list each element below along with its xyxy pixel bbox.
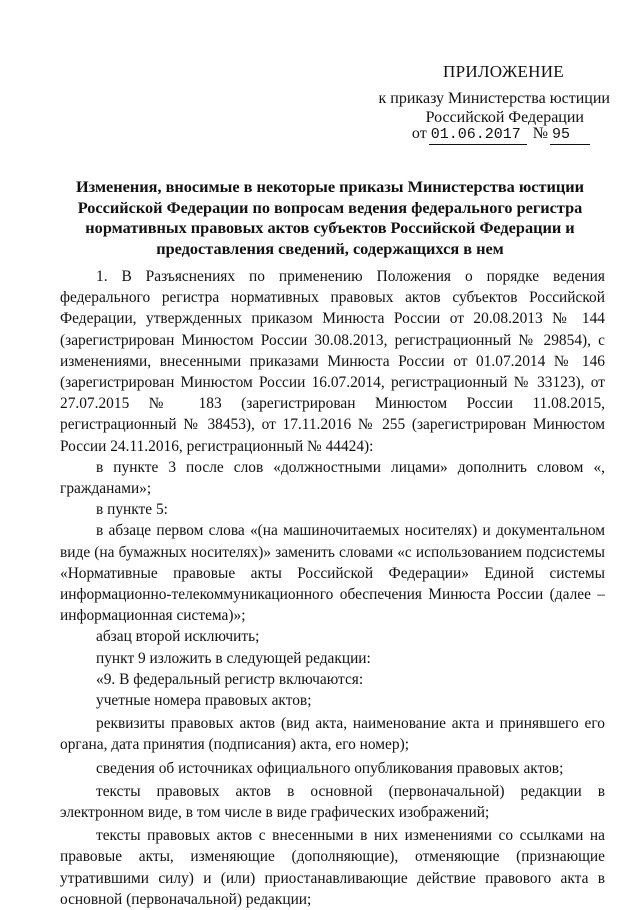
paragraph-1: 1. В Разъяснениях по применению Положения о порядке ведения федерального регистра нормативных правовых актов субъектов Российской Федерации, утвержденных приказом Минюста России от 20.08.2013 № 144 (зарегистрирован Минюстом России 30.08.2013, регистрационный № 29854), с изменениями, внесенными приказами Минюста России от 01.07.2014 № 146 (зарегистрирован Минюстом России 16.07.2014, регистрационный № 33123), от 27.07.2015 № 183 (зарегистрирован Минюстом России 11.08.2015, регистрационный № 38453), от 17.11.2016 № 255 (зарегистрирован Минюстом России 24.11.2016, регистрационный № 44424): [60, 268, 605, 455]
appendix-country-line: Российской Федерации [425, 109, 584, 126]
appendix-date-line [412, 124, 590, 145]
appendix-order-line: к приказу Министерства юстиции [378, 90, 610, 107]
paragraph-4: в абзаце первом слова «(на машиночитаемых носителях) и документальном виде (на бумажных носителях)» заменить словами «с использованием подсистемы «Нормативные правовые акты Российской Федерации» Единой системы информационно-телекоммуникационного обеспечения Минюста России (далее – информационная система)»; [60, 522, 605, 625]
paragraph-2: в пункте 3 после слов «должностными лицами» дополнить словом «, гражданами»; [60, 458, 605, 498]
paragraph-7: «9. В федеральный регистр включаются: [96, 670, 364, 688]
paragraph-9: реквизиты правовых актов (вид акта, наименование акта и принявшего его органа, дата принятия (подписания) акта, его номер); [60, 715, 605, 754]
paragraph-11: тексты правовых актов в основной (первоначальной) редакции в электронном виде, в том числе в виде графических изображений; [60, 782, 605, 822]
paragraph-5: абзац второй исключить; [96, 628, 260, 646]
paragraph-10: сведения об источниках официального опубликования правовых актов; [96, 759, 564, 777]
paragraph-3: в пункте 5: [96, 501, 168, 519]
date-label: от [411, 125, 427, 142]
appendix-title: ПРИЛОЖЕНИЕ [443, 62, 564, 81]
number-value: 95 [550, 125, 590, 145]
document-title: Изменения, вносимые в некоторые приказы Министерства юстиции Российской Федерации по вопросам ведения федерального регистра нормативных правовых актов субъектов Российской Федерации и предоставления сведений, содержащихся в нем [75, 177, 585, 258]
number-label: № [532, 125, 548, 142]
paragraph-12: тексты правовых актов с внесенными в них изменениями со ссылками на правовые акты, изменяющие (дополняющие), отменяющие (признающие утратившими силу) и (или) приостанавливающие действие правового акта в основной (первоначальной) редакции; [60, 827, 605, 908]
date-value: 01.06.2017 [429, 125, 527, 145]
paragraph-6: пункт 9 изложить в следующей редакции: [96, 649, 371, 667]
paragraph-8: учетные номера правовых актов; [96, 692, 312, 710]
document-body [60, 266, 605, 910]
